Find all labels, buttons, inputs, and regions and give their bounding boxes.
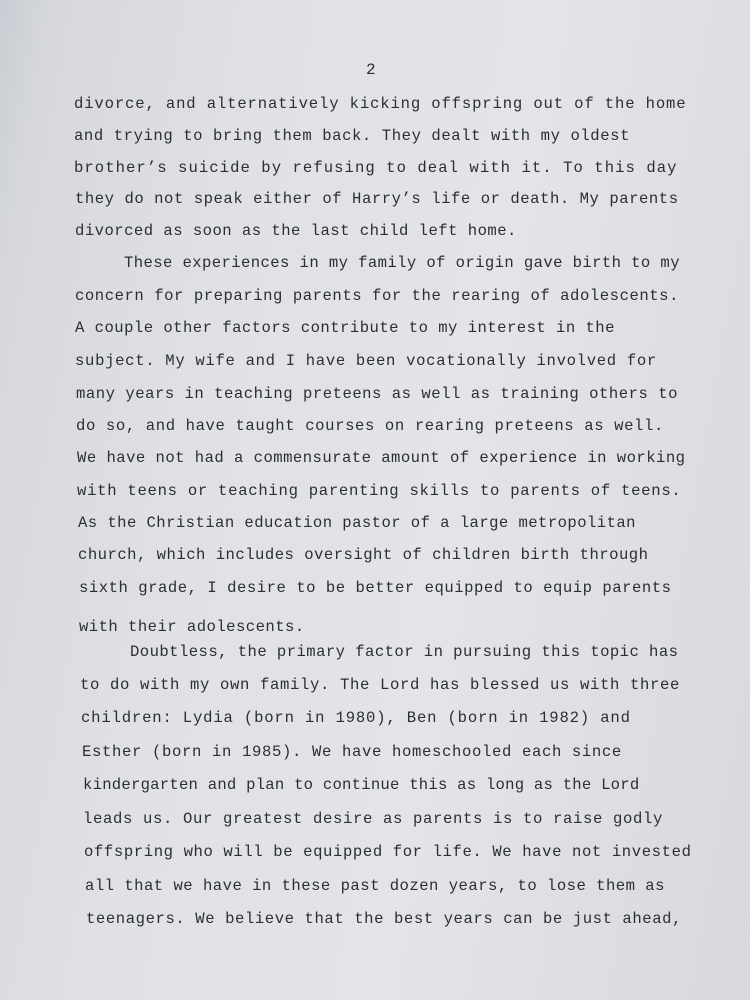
text-line: sixth grade, I desire to be better equipped to equip parents	[79, 579, 672, 597]
text-line: divorced as soon as the last child left home.	[75, 222, 517, 240]
text-line: teenagers. We believe that the best years can be just ahead,	[86, 910, 683, 928]
text-line: Doubtless, the primary factor in pursuing this topic has	[130, 643, 679, 661]
text-line: kindergarten and plan to continue this as long as the Lord	[83, 776, 640, 794]
text-line: they do not speak either of Harry’s life or death. My parents	[75, 190, 679, 208]
text-line: Esther (born in 1985). We have homeschooled each since	[82, 743, 622, 761]
text-line: church, which includes oversight of children birth through	[78, 546, 649, 564]
text-line: and trying to bring them back. They dealt with my oldest	[74, 127, 631, 145]
text-line: We have not had a commensurate amount of experience in working	[77, 449, 686, 467]
text-line: all that we have in these past dozen years, to lose them as	[85, 877, 665, 895]
text-line: concern for preparing parents for the rearing of adolescents.	[75, 287, 679, 305]
text-line: to do with my own family. The Lord has blessed us with three	[80, 676, 680, 694]
text-line: do so, and have taught courses on rearing preteens as well.	[76, 417, 664, 435]
text-line: subject. My wife and I have been vocationally involved for	[75, 352, 657, 370]
text-line: divorce, and alternatively kicking offspring out of the home	[74, 95, 687, 113]
text-line: offspring who will be equipped for life. We have not invested	[84, 843, 692, 861]
text-line: brother’s suicide by refusing to deal with it. To this day	[74, 159, 678, 177]
text-line: children: Lydia (born in 1980), Ben (born in 1982) and	[81, 709, 631, 727]
text-line: As the Christian education pastor of a large metropolitan	[78, 514, 636, 532]
page-number: 2	[366, 61, 376, 79]
text-line: A couple other factors contribute to my interest in the	[75, 319, 615, 337]
text-line: with their adolescents.	[79, 618, 305, 636]
text-line: many years in teaching preteens as well as training others to	[76, 385, 678, 403]
text-line: leads us. Our greatest desire as parents is to raise godly	[83, 810, 663, 828]
text-line: with teens or teaching parenting skills to parents of teens.	[77, 482, 682, 500]
text-line: These experiences in my family of origin gave birth to my	[124, 254, 680, 272]
